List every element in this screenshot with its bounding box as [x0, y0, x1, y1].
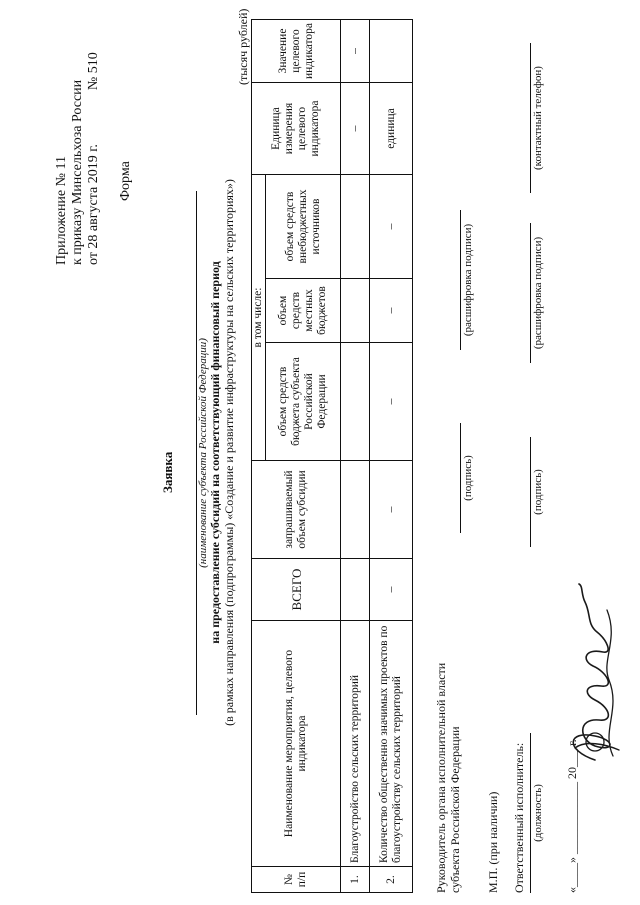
- header-total: ВСЕГО: [252, 559, 341, 621]
- row-regional: [341, 343, 370, 461]
- row-total: –: [370, 559, 413, 621]
- subject-caption: (наименование субъекта Российской Федерации): [197, 338, 209, 568]
- header-regional: объем средств бюджета субъекта Российской Федерации: [266, 343, 341, 461]
- row-total: [341, 559, 370, 621]
- subsidy-table: [251, 19, 413, 893]
- head-sign-line: [460, 423, 461, 533]
- date-line: «____» ____________ 20___ г.: [565, 739, 579, 893]
- responsible-label: Ответственный исполнитель:: [512, 742, 526, 893]
- appendix-number: № 510: [86, 52, 101, 91]
- resp-sign-line: [530, 437, 531, 547]
- row-extrabudget: –: [370, 175, 413, 279]
- phone-caption: (контактный телефон): [532, 66, 544, 170]
- table-row: [341, 19, 370, 892]
- phone-line: [530, 43, 531, 193]
- appendix-block: [54, 52, 102, 265]
- appendix-line-2: к приказу Минсельхоза России: [70, 79, 85, 265]
- header-extrabudget: объем средств внебюджетных источников: [266, 175, 341, 279]
- header-unit-measure: Единица измерения целевого индикатора: [252, 83, 341, 175]
- document-title: Заявка: [160, 451, 175, 493]
- appendix-line-3: [86, 52, 102, 265]
- row-unit-measure: –: [341, 83, 370, 175]
- position-line: [530, 733, 531, 893]
- header-local: объем средств местных бюджетов: [266, 279, 341, 343]
- row-num: 1.: [341, 867, 370, 893]
- direction-text: (в рамках направления (подпрограммы) «Создание и развитие инфраструктуры на сельских территориях»): [222, 179, 236, 726]
- row-indicator-value: [370, 19, 413, 82]
- resp-sign-caption: (подпись): [532, 469, 544, 515]
- seal-label: М.П. (при наличии): [486, 791, 500, 893]
- appendix-line-1: Приложение № 11: [54, 156, 69, 265]
- row-num: 2.: [370, 867, 413, 893]
- header-requested: запрашиваемый объем субсидии: [252, 461, 341, 559]
- header-num: № п/п: [252, 867, 341, 893]
- head-line-1: Руководитель органа исполнительной власти: [434, 662, 448, 893]
- row-indicator-value: –: [341, 19, 370, 82]
- header-indicator-value: Значение целевого индикатора: [252, 19, 341, 82]
- head-decode-line: [460, 210, 461, 350]
- purpose-text: на предоставление субсидий на соответствующий финансовый период: [208, 261, 222, 644]
- resp-decode-line: [530, 223, 531, 363]
- row-local: –: [370, 279, 413, 343]
- unit-label: (тысяч рублей): [236, 8, 250, 85]
- head-line-2: субъекта Российской Федерации: [448, 726, 462, 893]
- row-regional: –: [370, 343, 413, 461]
- header-name: Наименование мероприятия, целевого индикатора: [252, 621, 341, 867]
- table-header-row: [252, 19, 266, 892]
- appendix-date: от 28 августа 2019 г.: [86, 144, 101, 265]
- head-sign-caption: (подпись): [462, 455, 474, 501]
- header-including: в том числе:: [252, 175, 266, 461]
- table-row: [370, 19, 413, 892]
- position-caption: (должность): [532, 784, 544, 842]
- row-requested: [341, 461, 370, 559]
- handwritten-signature: [555, 580, 635, 770]
- row-name: Благоустройство сельских территорий: [341, 621, 370, 867]
- row-extrabudget: [341, 175, 370, 279]
- head-decode-caption: (расшифровка подписи): [462, 223, 474, 337]
- head-signatory-label: [434, 663, 462, 893]
- resp-decode-caption: (расшифровка подписи): [532, 236, 544, 350]
- row-name: Количество общественно значимых проектов по благоустройству сельских территорий: [370, 621, 413, 867]
- row-requested: –: [370, 461, 413, 559]
- row-unit-measure: единица: [370, 83, 413, 175]
- form-label: Форма: [118, 161, 133, 201]
- row-local: [341, 279, 370, 343]
